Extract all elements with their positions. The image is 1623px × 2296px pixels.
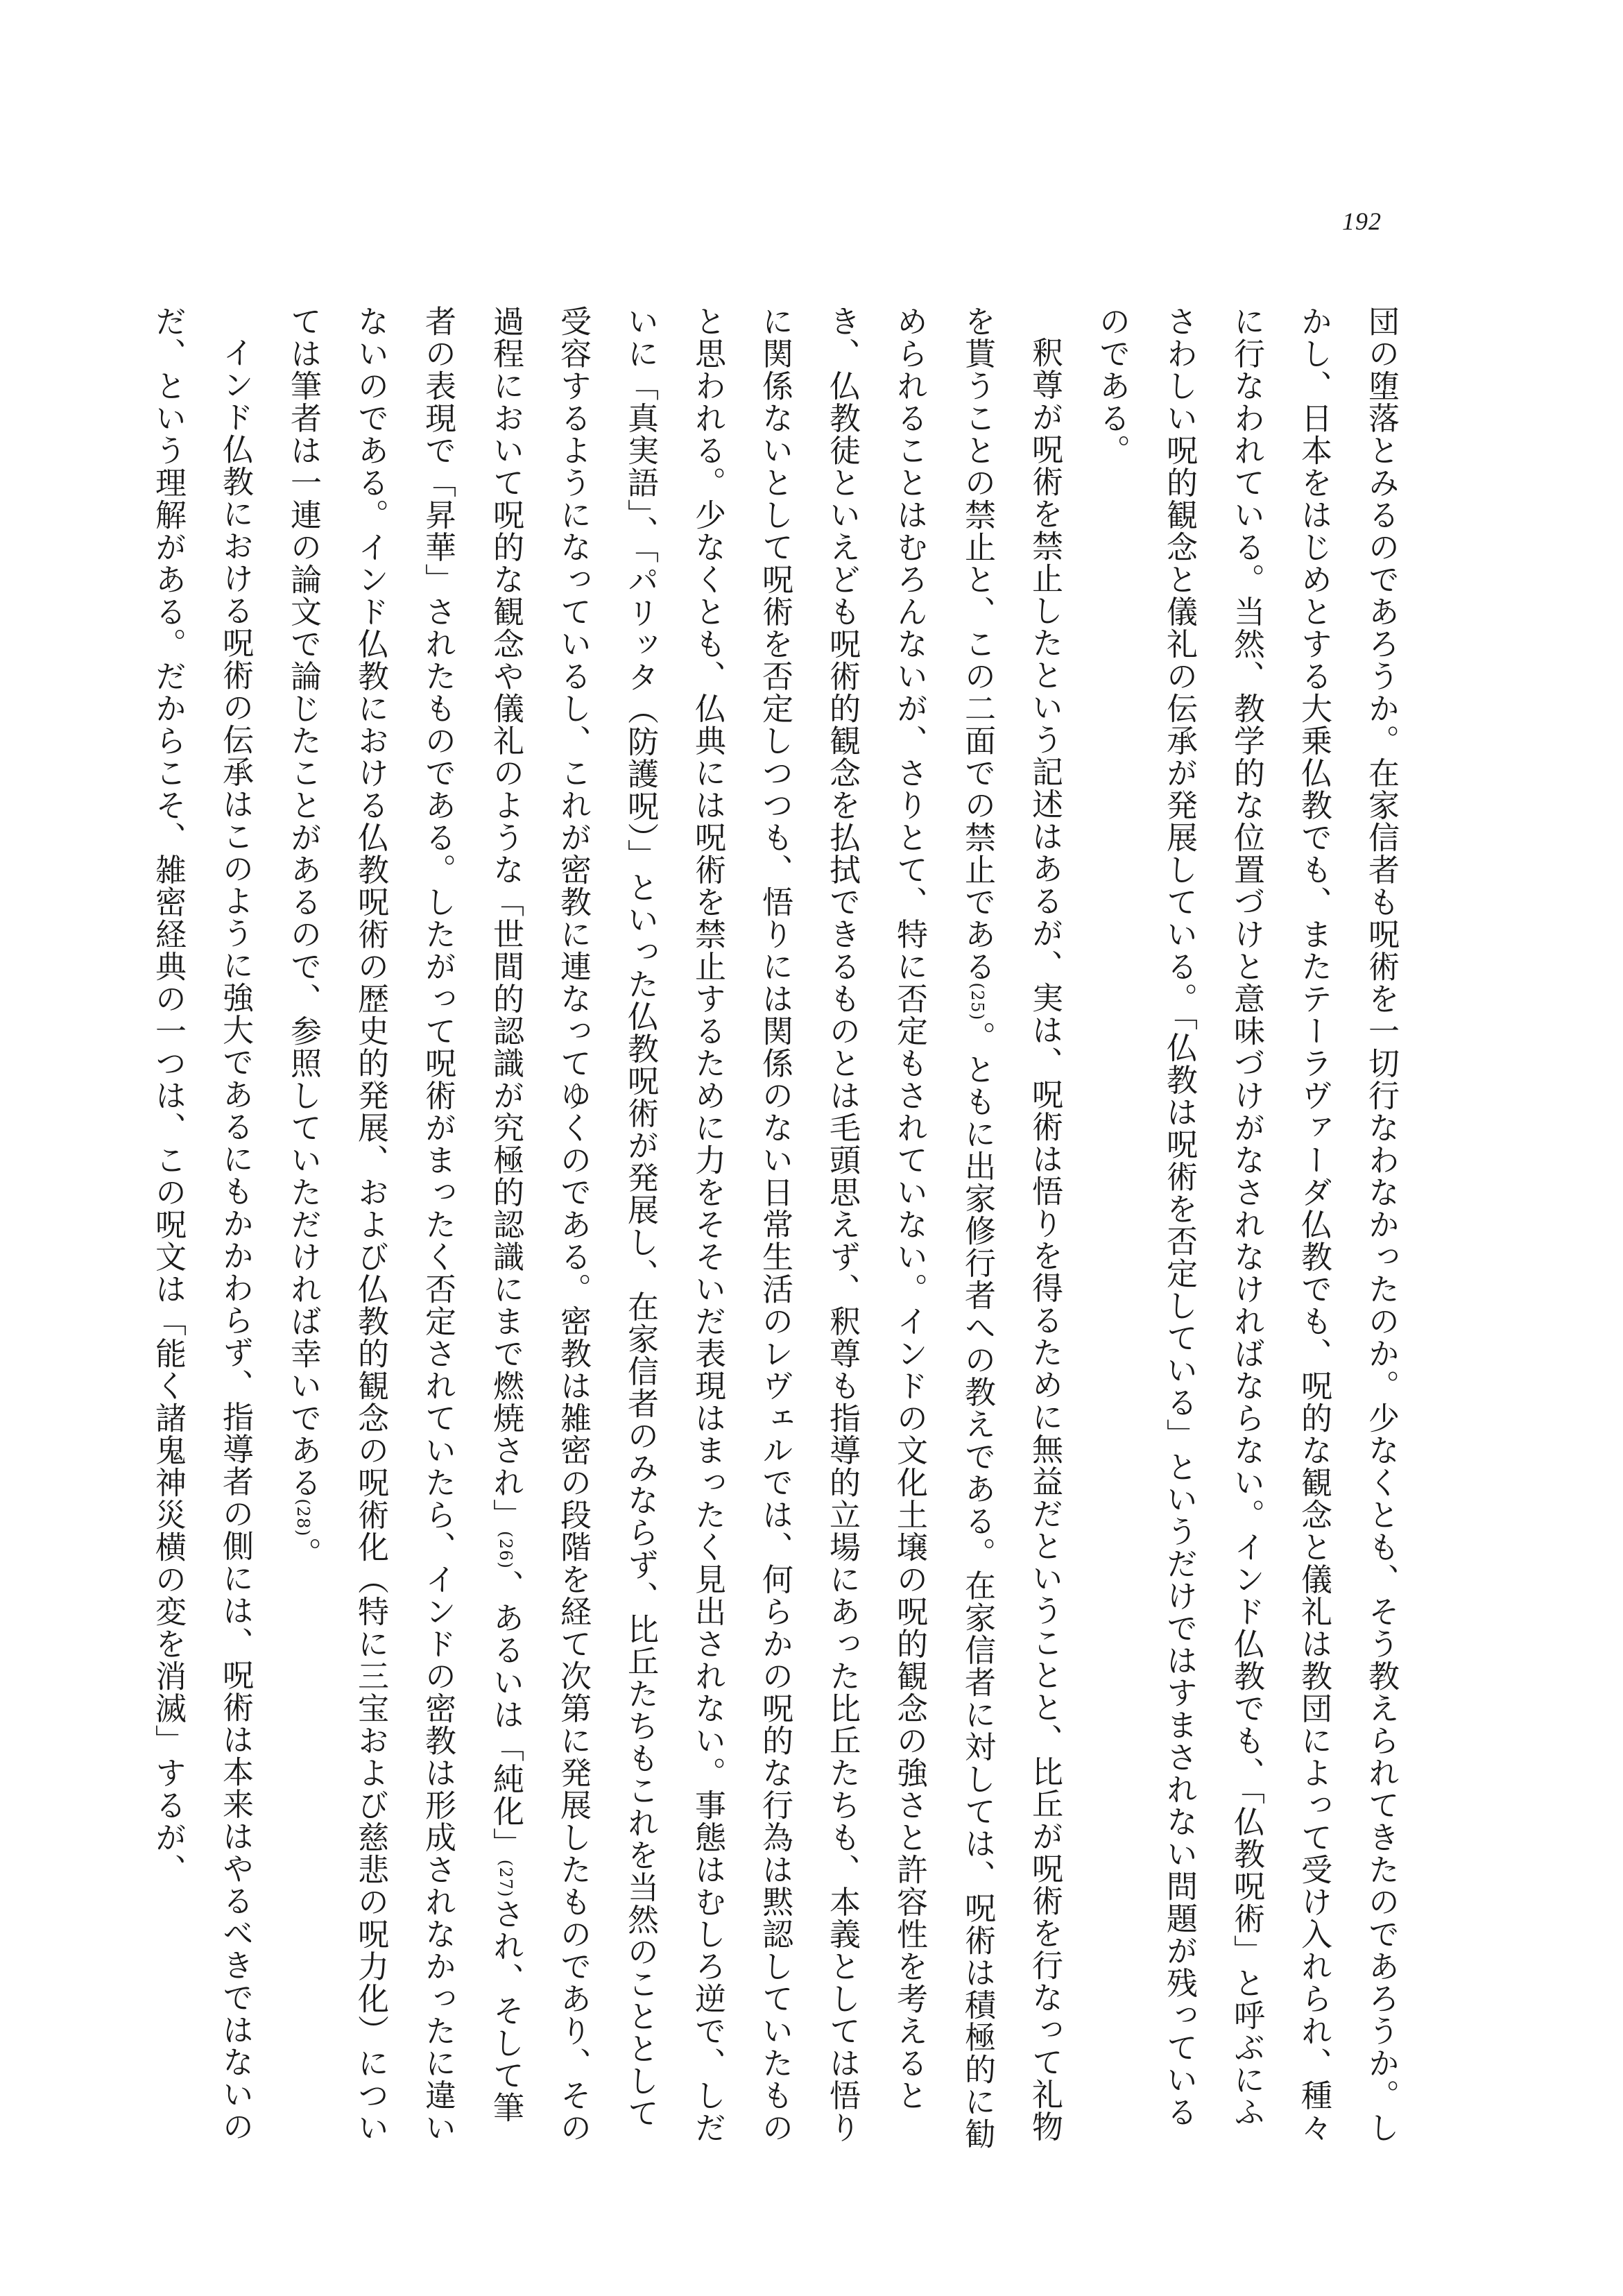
footnote-ref: (26) xyxy=(496,1531,515,1570)
page-number: 192 xyxy=(1342,207,1382,235)
footnote-ref: (25) xyxy=(968,982,987,1021)
footnote-ref: (27) xyxy=(496,1859,515,1899)
paragraph-text: 釈尊が呪術を禁止したという記述はあるが、実は、呪術は悟りを得るために無益だということと、比丘が呪術を行なって礼物を貰うことの禁止と、この二面での禁止である xyxy=(959,305,1063,2143)
paragraph-text: され、そして筆者の表現で「昇華」されたものである。したがって呪術がまったく否定されていたら、インドの密教は形成されなかったに違いないのである。インド仏教における仏教呪術の歴史的発展、および仏教的観念の呪術化（特に三宝および慈悲の呪力化）については筆者は一連の論文で論じたことがあるので、参照していただければ幸いである xyxy=(285,305,524,2144)
paragraph-text: 。 xyxy=(285,1536,322,1570)
paragraph-text: インド仏教における呪術の伝承はこのように強大であるにもかかわらず、指導者の側には、呪術は本来はやるべきではないのだ、という理解がある。だからこそ、雑密経典の一つは、この呪文は「能く諸鬼神災横の変を消滅」するが、 xyxy=(150,305,254,2143)
paragraph-p2 xyxy=(269,305,1079,2150)
paragraph-text: 、あるいは「純化」 xyxy=(488,1569,524,1860)
paragraph-text: 団の堕落とみるのであろうか。在家信者も呪術を一切行なわなかったのか。少なくとも、そう教えられてきたのであろうか。しかし、日本をはじめとする大乗仏教でも、またテーラヴァーダ仏教でも、呪的な観念と儀礼は教団によって受け入れられ、種々に行なわれている。当然、教学的な位置づけと意味づけがなされなければならない。インド仏教でも、「仏教呪術」と呼ぶにふさわしい呪的観念と儀礼の伝承が発展している。「仏教は呪術を否定している」というだけではすまされない問題が残っているのである。 xyxy=(1094,305,1400,2144)
paragraph-p1 xyxy=(1079,305,1415,2150)
footnote-ref: (28) xyxy=(293,1498,313,1537)
paragraph-text: 。ともに出家修行者への教えである。在家信者に対しては、呪術は積極的に勧められることはむろんないが、さりとて、特に否定もされていない。インドの文化土壌の呪的観念の強さと許容性を考えるとき、仏教徒といえども呪術的観念を払拭できるものとは毛頭思えず、釈尊も指導的立場にあった比丘たちも、本義としては悟りに関係ないとして呪術を否定しつつも、悟りには関係のない日常生活のレヴェルでは、何らかの呪的な行為は黙認していたものと思われる。少なくとも、仏典には呪術を禁止するために力をそそいだ表現はまったく見出されない。事態はむしろ逆で、しだいに「真実語」、「パリッタ（防護呪）」といった仏教呪術が発展し、在家信者のみならず、比丘たちもこれを当然のこととして受容するようになっているし、これが密教に連なってゆくのである。密教は雑密の段階を経て次第に発展したものであり、その過程において呪的な観念や儀礼のような「世間的認識が究極的認識にまで燃焼され」 xyxy=(488,305,996,2150)
paragraph-p3 xyxy=(135,305,269,2150)
vertical-text-body xyxy=(55,305,1415,2150)
